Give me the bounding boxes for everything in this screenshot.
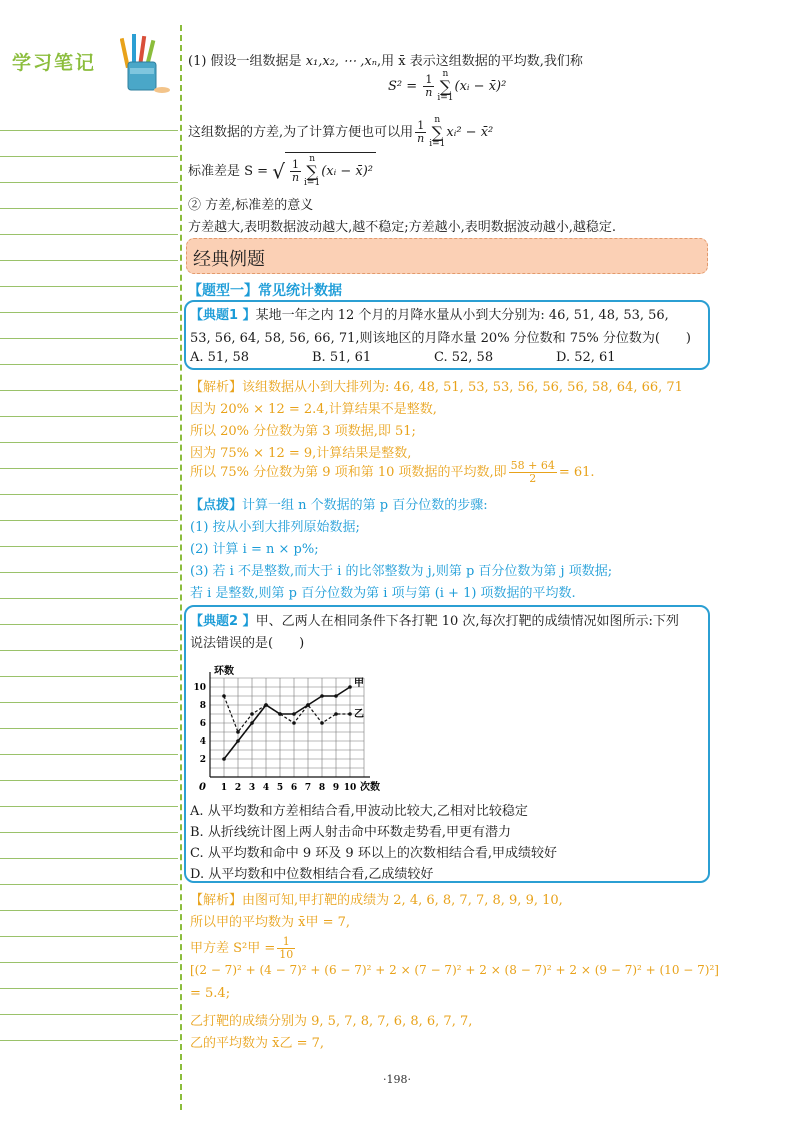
- data-point-series-2: [264, 703, 268, 707]
- y-tick-label: 4: [199, 737, 206, 747]
- theory-p2: 这组数据的方差,为了计算方便也可以用 $\frac{1}{n}$ n ∑ i=1xᵢ² − x̄²: [188, 115, 494, 149]
- x-tick-label: 6: [290, 783, 298, 793]
- theory-p1: (1) 假设一组数据是 x₁,x₂, ⋯ ,xₙ,用 x̄ 表示这组数据的平均数,我们称: [188, 54, 583, 69]
- option-d: D. 52, 61: [556, 350, 616, 365]
- solution-1-line1: 【解析】该组数据从小到大排列为: 46, 48, 51, 53, 53, 56, 56, 56, 58, 64, 66, 71: [190, 380, 683, 395]
- x-tick-label: 1: [220, 783, 228, 793]
- data-point-series-2: [250, 712, 254, 716]
- page-number: ·198·: [383, 1073, 411, 1086]
- y-tick-label: 6: [199, 719, 206, 729]
- x-tick-label: 7: [304, 783, 312, 793]
- data-point-series-2: [278, 712, 282, 716]
- theory-p3: 标准差是 S = √ $\frac{1}{n}$ n ∑ i=1(xᵢ − x̄)²: [188, 152, 376, 188]
- option-a: A. 51, 58: [190, 350, 250, 365]
- x-tick-label: 2: [234, 783, 242, 793]
- y-tick-label: 2: [199, 755, 206, 765]
- y-tick-label: 8: [199, 701, 206, 711]
- data-point-series-2: [334, 712, 338, 716]
- solution-2-line5: = 5.4;: [190, 986, 231, 1001]
- data-point-series-1: [292, 712, 296, 716]
- solution-2-line2: 所以甲的平均数为 x̄甲 = 7,: [190, 915, 351, 930]
- example-1-line1: 【典题1 】某地一年之内 12 个月的月降水量从小到大分别为: 46, 51, 48, 53, 56,: [190, 308, 669, 323]
- option-c: C. 52, 58: [434, 350, 494, 365]
- solution-2-line1: 【解析】由图可知,甲打靶的成绩为 2, 4, 6, 8, 7, 7, 8, 9, 9, 10,: [190, 893, 563, 908]
- solution-1-line5: 所以 75% 分位数为第 9 项和第 10 项数据的平均数,即 $\frac{58 + 64}{2}$ = 61.: [190, 459, 595, 485]
- y-tick-label: 10: [193, 683, 206, 693]
- option-d: D. 从平均数和中位数相结合看,乙成绩较好: [190, 867, 434, 882]
- solution-2-line4: [(2 − 7)² + (4 − 7)² + (6 − 7)² + 2 × (7 − 7)² + 2 × (8 − 7)² + 2 × (9 − 7)² + (10 − 7)²]: [190, 963, 719, 977]
- x-tick-label: 5: [276, 783, 284, 793]
- tip-1-line2: (1) 按从小到大排列原始数据;: [190, 520, 360, 535]
- data-point-series-1: [334, 694, 338, 698]
- data-point-series-1: [250, 721, 254, 725]
- notes-column: [0, 0, 180, 1122]
- x-tick-label: 4: [262, 783, 270, 793]
- variance-formula: S² = $\frac{1}{n}$ n ∑ i=1(xᵢ − x̄)²: [388, 69, 507, 103]
- y-axis-label: 环数: [214, 666, 234, 677]
- option-b: B. 51, 61: [312, 350, 372, 365]
- x-tick-label: 8: [318, 783, 326, 793]
- example-2-line1: 【典题2 】甲、乙两人在相同条件下各打靶 10 次,每次打靶的成绩情况如图所示:下列: [190, 614, 679, 629]
- series-label-2: 乙: [354, 709, 364, 720]
- tip-1-line4: (3) 若 i 不是整数,而大于 i 的比邻整数为 j,则第 p 百分位数为第 j 项数据;: [190, 564, 613, 579]
- tip-1-line5: 若 i 是整数,则第 p 百分位数为第 i 项与第 (i + 1) 项数据的平均数.: [190, 586, 576, 601]
- data-point-series-2: [292, 721, 296, 725]
- origin-label: 0: [199, 782, 206, 793]
- x-axis-label: 次数: [360, 782, 380, 793]
- data-point-series-2: [222, 694, 226, 698]
- option-c: C. 从平均数和命中 9 环及 9 环以上的次数相结合看,甲成绩较好: [190, 846, 557, 861]
- solution-1-line2: 因为 20% × 12 = 2.4,计算结果不是整数,: [190, 402, 437, 417]
- solution-1-line3: 所以 20% 分位数为第 3 项数据,即 51;: [190, 424, 416, 439]
- solution-1-line4: 因为 75% × 12 = 9,计算结果是整数,: [190, 446, 412, 461]
- example-2-line2: 说法错误的是( ): [190, 636, 305, 651]
- example-1-line2: 53, 56, 64, 58, 56, 66, 71,则该地区的月降水量 20% 分位数和 75% 分位数为( ): [190, 331, 691, 346]
- x-tick-label: 9: [332, 783, 340, 793]
- tip-1-line3: (2) 计算 i = n × p%;: [190, 542, 319, 557]
- notes-title: 学习笔记: [12, 52, 97, 74]
- solution-2-line3: 甲方差 S²甲 = $\frac{1}{10}$: [190, 935, 294, 961]
- shooting-line-chart: [190, 655, 410, 795]
- dashed-divider: [180, 25, 182, 1110]
- theory-p4: ② 方差,标准差的意义: [188, 198, 314, 213]
- data-point-series-1: [320, 694, 324, 698]
- data-point-series-1: [348, 685, 352, 689]
- tip-1-line1: 【点拨】计算一组 n 个数据的第 p 百分位数的步骤:: [190, 498, 488, 513]
- solution-2-line7: 乙的平均数为 x̄乙 = 7,: [190, 1036, 325, 1051]
- x-tick-label: 3: [248, 783, 256, 793]
- data-point-series-2: [348, 712, 352, 716]
- pencil-cup-icon: [120, 34, 172, 96]
- solution-2-line6: 乙打靶的成绩分别为 9, 5, 7, 8, 7, 6, 8, 6, 7, 7,: [190, 1014, 473, 1029]
- data-point-series-1: [222, 757, 226, 761]
- data-point-series-2: [320, 721, 324, 725]
- theory-p5: 方差越大,表明数据波动越大,越不稳定;方差越小,表明数据波动越小,越稳定.: [188, 220, 617, 235]
- option-a: A. 从平均数和方差相结合看,甲波动比较大,乙相对比较稳定: [190, 804, 528, 819]
- banner-title: 经典例题: [193, 249, 265, 270]
- type-heading: 【题型一】常见统计数据: [188, 283, 342, 299]
- x-tick-label: 10: [343, 783, 357, 793]
- option-b: B. 从折线统计图上两人射击命中环数走势看,甲更有潜力: [190, 825, 511, 840]
- section-banner: [186, 238, 708, 274]
- series-label-1: 甲: [354, 678, 364, 689]
- data-point-series-2: [306, 703, 310, 707]
- data-point-series-2: [236, 730, 240, 734]
- data-point-series-1: [236, 739, 240, 743]
